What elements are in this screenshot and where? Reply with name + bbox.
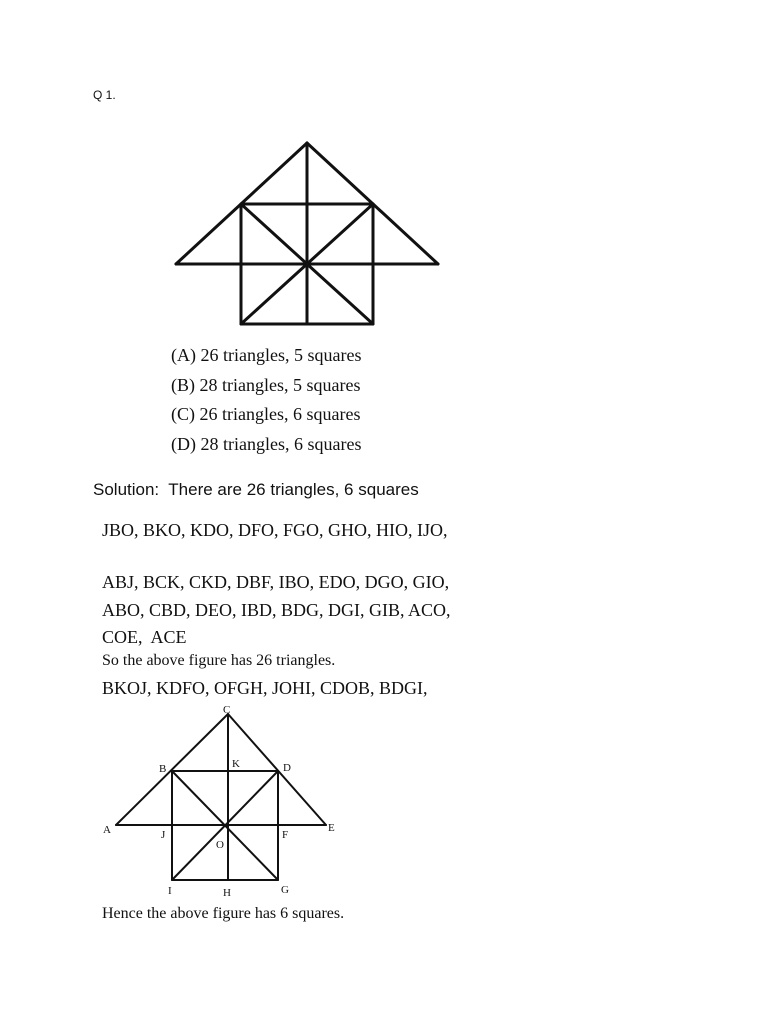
triangle-list-row: COE, ACE: [102, 627, 187, 647]
triangle-list-row-1: JBO, BKO, KDO, DFO, FGO, GHO, HIO, IJO,: [102, 520, 448, 540]
vertex-label-b: B: [159, 763, 167, 775]
squares-list: BKOJ, KDFO, OFGH, JOHI, CDOB, BDGI,: [102, 678, 428, 698]
vertex-label-h: H: [223, 887, 231, 899]
answer-options: [171, 341, 361, 459]
solution-heading: Solution: There are 26 triangles, 6 squares: [93, 480, 419, 499]
triangle-list-row: ABO, CBD, DEO, IBD, BDG, DGI, GIB, ACO,: [102, 599, 451, 620]
vertex-label-e: E: [328, 822, 335, 834]
vertex-label-i: I: [168, 885, 172, 897]
question-figure: [170, 138, 442, 330]
labeled-solution-figure: [100, 700, 345, 900]
vertex-label-d: D: [283, 762, 291, 774]
triangle-list: [102, 569, 451, 652]
option-d: (D) 28 triangles, 6 squares: [171, 433, 362, 454]
vertex-label-c: C: [223, 704, 231, 716]
option-a: (A) 26 triangles, 5 squares: [171, 345, 362, 365]
option-b: (B) 28 triangles, 5 squares: [171, 374, 361, 395]
triangles-conclusion: So the above figure has 26 triangles.: [102, 652, 336, 669]
vertex-label-o: O: [216, 839, 224, 851]
vertex-label-j: J: [161, 829, 166, 841]
vertex-label-a: A: [103, 824, 111, 836]
question-label: Q 1.: [93, 88, 116, 102]
triangle-list-row: ABJ, BCK, CKD, DBF, IBO, EDO, DGO, GIO,: [102, 572, 450, 592]
option-c: (C) 26 triangles, 6 squares: [171, 404, 361, 424]
squares-conclusion: Hence the above figure has 6 squares.: [102, 905, 345, 922]
vertex-label-g: G: [281, 884, 289, 896]
vertex-label-k: K: [232, 758, 240, 770]
vertex-label-f: F: [282, 829, 289, 841]
